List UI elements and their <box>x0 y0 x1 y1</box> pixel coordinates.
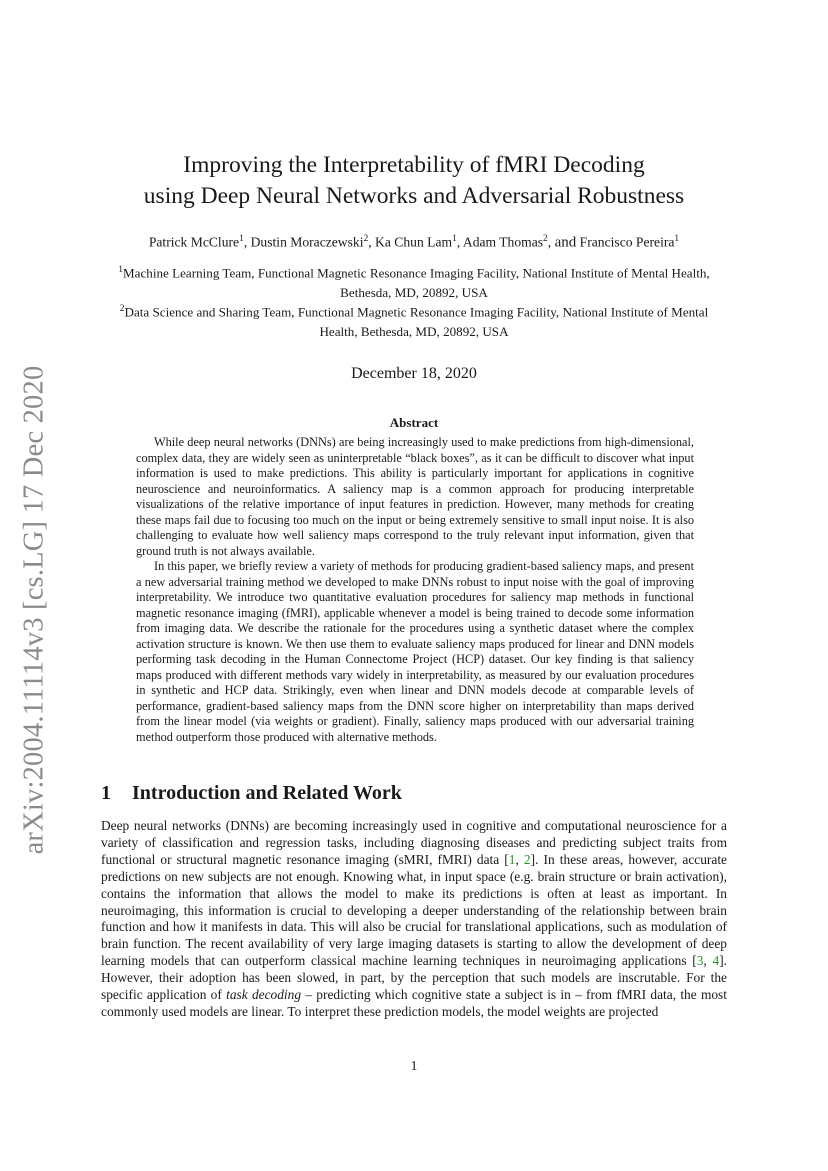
citation-link[interactable]: 3 <box>696 953 704 969</box>
citation-link[interactable]: 1 <box>508 851 516 867</box>
arxiv-identifier-text: arXiv:2004.11114v3 [cs.LG] 17 Dec 2020 <box>18 365 49 855</box>
citation-separator: , <box>515 851 524 867</box>
paper-title <box>100 150 728 212</box>
affiliation-mark: 1 <box>239 234 244 244</box>
section-number: 1 <box>101 782 111 804</box>
body-text-run: – predicting which cognitive state a subject is in – from fMRI data, the most commonly used models are linear. To interpret these prediction models, the model weights are projected <box>101 987 727 1019</box>
affiliation-text: Machine Learning Team, Functional Magnetic Resonance Imaging Facility, National Institute of Mental Health, Bethesda, MD, 20892, USA <box>123 265 710 300</box>
arxiv-identifier-stamp <box>12 365 56 855</box>
body-text-run: Deep neural networks (DNNs) are becoming increasingly used in cognitive and computational neuroscience for a variety of classification and regression tasks, including diagnosing diseases and predicting subject traits from functional or structural magnetic resonance imaging (sMRI, fMRI) data [ <box>101 818 727 867</box>
affiliation-mark: 2 <box>119 304 125 314</box>
affiliation-1 <box>100 261 728 302</box>
abstract-body <box>136 435 694 745</box>
abstract-heading: Abstract <box>389 415 439 430</box>
abstract-paragraph-1: While deep neural networks (DNNs) are being increasingly used to make predictions from high-dimensional, complex data, they are widely seen as uninterpretable “black boxes”, as it can be difficult to discover what input information is used to make predictions. This ability is particularly important for applications in cognitive neuroscience and neuroinformatics. A saliency map is a common approach for producing interpretable visualizations of the relative importance of input features in prediction. However, many methods for creating these maps fail due to focusing too much on the input or being extremely sensitive to small input noise. It is also challenging to evaluate how well saliency maps correspond to the truly relevant input information, given that ground truth is not always available. <box>136 435 694 558</box>
publication-date: December 18, 2020 <box>351 365 477 382</box>
affiliation-mark: 2 <box>543 234 548 244</box>
affiliation-mark: 2 <box>363 234 369 244</box>
affiliation-mark: 1 <box>118 265 124 275</box>
title-line-2: using Deep Neural Networks and Adversarial Robustness <box>143 183 685 209</box>
body-text-run: ]. In these areas, however, accurate predictions on new subjects are not enough. Knowing what, in input space (e.g. brain structure or brain activation), contains the information that allows the model to make its predictions is often at least as important. In neuroimaging, this information is crucial to developing a deeper understanding of the relationship between brain function and how it manifests in data. This will also be crucial for translational applications, such as modulation of brain function. The recent availability of very large imaging datasets is starting to allow the development of deep learning models that can outperform classical machine learning techniques in neuroimaging applications [ <box>101 851 727 969</box>
citation-link[interactable]: 2 <box>523 851 531 867</box>
author-name: Dustin Moraczewski <box>250 234 364 250</box>
emphasized-term: task decoding <box>226 987 302 1003</box>
affiliation-text: Data Science and Sharing Team, Functional Magnetic Resonance Imaging Facility, National Institute of Mental Health, Bethesda, MD, 20892, USA <box>124 304 709 339</box>
citation-link[interactable]: 4 <box>712 953 720 969</box>
author-name: Adam Thomas <box>462 234 544 250</box>
citation-separator: , <box>703 953 713 969</box>
body-text-run: ]. However, their adoption has been slowed, in part, by the perception that such models are inscrutable. For the specific application of <box>101 953 727 1003</box>
abstract-paragraph-2: In this paper, we briefly review a variety of methods for producing gradient-based saliency maps, and present a new adversarial training method we developed to make DNNs robust to input noise with the goal of improving interpretability. We introduce two quantitative evaluation procedures for saliency map methods in functional magnetic resonance imaging (fMRI), applicable whenever a model is being trained to decode some information from imaging data. We describe the rationale for the procedures using a synthetic dataset where the complex activation structure is known. We then use them to evaluate saliency maps produced for linear and DNN models performing task decoding in the Human Connectome Project (HCP) dataset. Our key finding is that saliency maps produced with different methods vary widely in interpretability, as measured by our evaluation procedures in synthetic and HCP data. Strikingly, even when linear and DNN models decode at comparable levels of performance, gradient-based saliency maps from the DNN score higher on interpretability than maps derived from the linear model (via weights or gradient). Finally, saliency maps produced with our adversarial training method outperform those produced with alternative methods. <box>136 559 694 744</box>
title-line-1: Improving the Interpretability of fMRI Decoding <box>183 152 645 178</box>
author-name: Francisco Pereira <box>579 234 675 250</box>
author-list: Patrick McClure$^1$, Dustin Moraczewski$^2$, Ka Chun Lam$^1$, Adam Thomas$^2$, and Francisco Pereira$^1$ <box>148 234 680 251</box>
author-conjunction: and <box>554 234 577 251</box>
section-heading <box>101 780 402 806</box>
section-paragraph <box>101 818 727 1021</box>
affiliation-mark: 1 <box>452 234 457 244</box>
author-name: Patrick McClure <box>148 234 240 250</box>
affiliation-2 <box>100 300 728 341</box>
section-title: Introduction and Related Work <box>132 782 402 804</box>
author-name: Ka Chun Lam <box>375 234 453 250</box>
page-number: 1 <box>410 1058 418 1073</box>
affiliation-mark: 1 <box>674 234 680 244</box>
